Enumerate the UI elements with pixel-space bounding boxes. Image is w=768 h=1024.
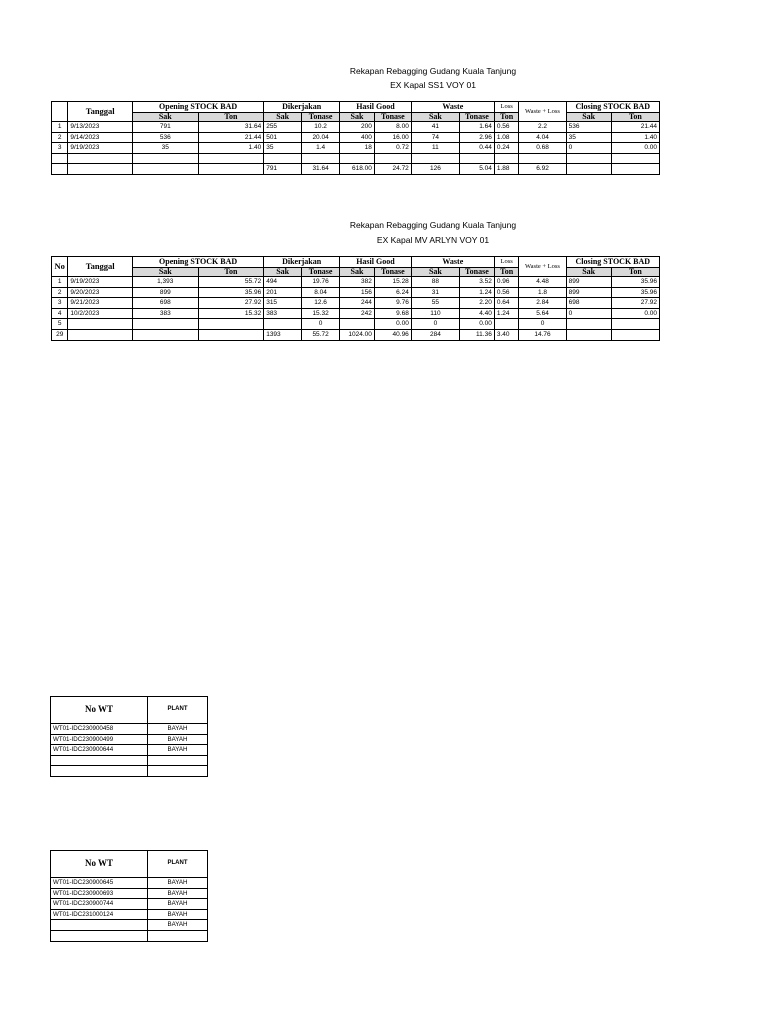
table-cell: 1.88 [494,164,519,175]
table-row [52,308,660,319]
table-cell: 35.96 [611,277,659,288]
table-cell: 18 [340,143,375,154]
table-cell: 400 [340,132,375,143]
table-cell: 20.04 [302,132,340,143]
table-cell: 2.84 [519,298,566,309]
plant-cell [148,930,208,941]
table-cell: 12.6 [302,298,340,309]
table-cell: 3 [52,143,68,154]
wt-header-row [51,697,208,724]
wt-header-row [51,851,208,878]
table-cell [132,330,198,341]
table-cell: 9/19/2023 [68,277,133,288]
table-cell: 4.48 [519,277,566,288]
table-cell [566,164,611,175]
table-cell: 1.40 [611,132,659,143]
wt-table-2 [50,850,208,942]
table-cell: 284 [411,330,459,341]
wt-number-cell: WT01-IDC230900645 [51,878,148,889]
sub-sak: Sak [264,112,302,122]
table-subheader-row [52,112,660,122]
table-cell: 0 [411,319,459,330]
sub-sak: Sak [340,112,375,122]
plant-cell: BAYAH [148,920,208,931]
table-cell: 899 [132,287,198,298]
plant-cell [148,755,208,766]
table-cell: 1 [52,122,68,133]
table-cell [494,319,519,330]
table-row [52,164,660,175]
table-cell: 21.44 [198,132,264,143]
table-cell: 4.04 [519,132,566,143]
col-loss: Loss [494,102,519,113]
table-cell: 11 [411,143,459,154]
table-cell: 10/2/2023 [68,308,133,319]
table-cell: 1.40 [198,143,264,154]
table-header-row [52,257,660,268]
table-cell: 2 [52,132,68,143]
table-cell: 55.72 [198,277,264,288]
plant-cell: BAYAH [148,745,208,756]
wt-row [51,930,208,941]
sub-ton: Ton [494,267,519,277]
table-cell: 4 [52,308,68,319]
table-cell: 0 [519,319,566,330]
wt-table-1 [50,696,208,777]
table-row [52,122,660,133]
table-cell: 9.68 [374,308,411,319]
col-no [52,102,68,122]
wt-row [51,878,208,889]
wt-row [51,734,208,745]
sub-sak: Sak [132,112,198,122]
table-cell: 74 [411,132,459,143]
table-cell: 8.00 [374,122,411,133]
sub-ton: Ton [198,112,264,122]
table-cell [340,153,375,164]
col-hasil-good: Hasil Good [340,257,412,268]
sub-sak: Sak [132,267,198,277]
col-plant: PLANT [148,697,208,724]
table-cell: 9.76 [374,298,411,309]
table-cell: 536 [566,122,611,133]
table-cell: 0 [302,319,340,330]
table-row [52,298,660,309]
table-cell: 8.04 [302,287,340,298]
table-cell: 1.4 [302,143,340,154]
wt-number-cell [51,920,148,931]
table-cell: 2 [52,287,68,298]
table-cell: 35 [132,143,198,154]
table-cell: 126 [411,164,459,175]
table-cell: 19.76 [302,277,340,288]
table-cell [519,153,566,164]
table-cell [411,153,459,164]
table-cell: 1024.00 [340,330,375,341]
table-cell [566,319,611,330]
table-cell: 1.64 [459,122,494,133]
table-cell: 0.96 [494,277,519,288]
table-cell: 2.2 [519,122,566,133]
table-cell: 0 [566,308,611,319]
table-cell: 35.96 [198,287,264,298]
table-cell: 315 [264,298,302,309]
col-waste: Waste [411,257,494,268]
table-cell: 0.56 [494,287,519,298]
col-no-wt: No WT [51,851,148,878]
col-closing-stock-bad: Closing STOCK BAD [566,102,659,113]
wt-number-cell [51,766,148,777]
table-cell: 1,393 [132,277,198,288]
wt-row [51,920,208,931]
table-row [52,287,660,298]
table-cell: 21.44 [611,122,659,133]
table-cell [132,153,198,164]
table-cell: 1.08 [494,132,519,143]
col-opening-stock-bad: Opening STOCK BAD [132,102,263,113]
table-cell [198,153,264,164]
table-cell: 1.24 [494,308,519,319]
table-cell: 383 [132,308,198,319]
sub-sak: Sak [340,267,375,277]
table-cell: 0.00 [459,319,494,330]
table-cell: 0.68 [519,143,566,154]
table-cell: 0.00 [611,308,659,319]
col-waste: Waste [411,102,494,113]
sub-ton: Ton [611,267,659,277]
table-cell: 15.32 [198,308,264,319]
plant-cell: BAYAH [148,909,208,920]
table-cell: 618.00 [340,164,375,175]
wt-number-cell: WT01-IDC230900499 [51,734,148,745]
table-cell: 40.96 [374,330,411,341]
table-cell: 9/13/2023 [68,122,133,133]
table-cell: 791 [132,122,198,133]
sub-tonase: Tonase [459,267,494,277]
table-cell: 255 [264,122,302,133]
col-hasil-good: Hasil Good [340,102,412,113]
table-cell: 27.92 [611,298,659,309]
table1-title: Rekapan Rebagging Gudang Kuala Tanjung [349,66,517,76]
sub-sak: Sak [566,112,611,122]
table-cell: 383 [264,308,302,319]
table-cell: 0.00 [611,143,659,154]
sub-ton: Ton [494,112,519,122]
plant-cell: BAYAH [148,878,208,889]
sub-sak: Sak [264,267,302,277]
table-cell: 35 [264,143,302,154]
table-cell [198,330,264,341]
col-closing-stock-bad: Closing STOCK BAD [566,257,659,268]
table-cell: 88 [411,277,459,288]
table-cell: 4.40 [459,308,494,319]
wt-number-cell [51,930,148,941]
table-cell: 1.24 [459,287,494,298]
table-cell: 2.96 [459,132,494,143]
rebagging-table-ss1 [51,101,660,175]
table-cell: 5 [52,319,68,330]
table-cell: 2.20 [459,298,494,309]
table2-title: Rekapan Rebagging Gudang Kuala Tanjung [349,220,517,230]
wt-row [51,755,208,766]
plant-cell: BAYAH [148,899,208,910]
table-cell [68,153,133,164]
table-cell [68,164,133,175]
table-cell [198,164,264,175]
table-row [52,277,660,288]
table-subheader-row [52,267,660,277]
table-cell: 0.44 [459,143,494,154]
table-cell [374,153,411,164]
wt-number-cell: WT01-IDC230900744 [51,899,148,910]
sub-tonase: Tonase [374,112,411,122]
sub-ton: Ton [198,267,264,277]
table-cell: 0.00 [374,319,411,330]
sub-ton: Ton [611,112,659,122]
table-cell: 15.28 [374,277,411,288]
table-cell [264,153,302,164]
col-opening-stock-bad: Opening STOCK BAD [132,257,263,268]
table-cell: 35.96 [611,287,659,298]
plant-cell: BAYAH [148,888,208,899]
wt-number-cell: WT01-IDC231000124 [51,909,148,920]
table-cell: 698 [132,298,198,309]
table-cell: 791 [264,164,302,175]
table-cell: 382 [340,277,375,288]
table-cell: 501 [264,132,302,143]
table-cell: 9/19/2023 [68,143,133,154]
table-cell: 9/21/2023 [68,298,133,309]
sub-tonase: Tonase [302,112,340,122]
wt-number-cell: WT01-IDC230900458 [51,724,148,735]
table-row [52,330,660,341]
col-waste-loss: Waste + Loss [519,257,566,277]
sub-sak: Sak [566,267,611,277]
table-cell: 242 [340,308,375,319]
sub-tonase: Tonase [374,267,411,277]
table-cell: 10.2 [302,122,340,133]
col-loss: Loss [494,257,519,268]
table-cell: 200 [340,122,375,133]
table-cell: 35 [566,132,611,143]
table-cell: 9/20/2023 [68,287,133,298]
table-cell: 244 [340,298,375,309]
table-row [52,132,660,143]
table-cell: 0.56 [494,122,519,133]
col-dikerjakan: Dikerjakan [264,257,340,268]
table-cell: 899 [566,277,611,288]
plant-cell: BAYAH [148,724,208,735]
plant-cell [148,766,208,777]
col-dikerjakan: Dikerjakan [264,102,340,113]
table-cell: 3.52 [459,277,494,288]
col-no-wt: No WT [51,697,148,724]
table-header-row [52,102,660,113]
wt-number-cell: WT01-IDC230900693 [51,888,148,899]
table-cell: 536 [132,132,198,143]
table-cell: 6.24 [374,287,411,298]
col-tanggal: Tanggal [68,257,133,277]
table-cell: 16.00 [374,132,411,143]
table-cell: 0.64 [494,298,519,309]
col-plant: PLANT [148,851,208,878]
table-cell: 9/14/2023 [68,132,133,143]
table-cell: 55.72 [302,330,340,341]
sub-tonase: Tonase [459,112,494,122]
table-cell: 494 [264,277,302,288]
wt-number-cell: WT01-IDC230900644 [51,745,148,756]
table-cell [566,153,611,164]
table-cell [52,164,68,175]
table-cell [302,153,340,164]
table-cell [52,153,68,164]
table-cell [611,153,659,164]
table-cell [132,319,198,330]
table-cell [340,319,375,330]
wt-row [51,724,208,735]
table-cell [611,164,659,175]
table-cell [264,319,302,330]
table-cell: 899 [566,287,611,298]
table-cell: 3.40 [494,330,519,341]
table-cell: 0 [566,143,611,154]
table-cell [566,330,611,341]
table-cell: 29 [52,330,68,341]
table-cell: 1393 [264,330,302,341]
sub-sak: Sak [411,267,459,277]
wt-row [51,909,208,920]
table-cell: 0.72 [374,143,411,154]
plant-cell: BAYAH [148,734,208,745]
table-cell: 31.64 [302,164,340,175]
table-cell: 41 [411,122,459,133]
sub-tonase: Tonase [302,267,340,277]
table-cell: 31 [411,287,459,298]
wt-row [51,899,208,910]
col-tanggal: Tanggal [68,102,133,122]
table-cell [611,330,659,341]
wt-row [51,888,208,899]
table-cell: 201 [264,287,302,298]
table-cell [198,319,264,330]
wt-number-cell [51,755,148,766]
table-cell [68,319,133,330]
table-cell: 698 [566,298,611,309]
table-cell: 15.32 [302,308,340,319]
col-waste-loss: Waste + Loss [519,102,566,122]
rebagging-table-mv-arlyn [51,256,660,341]
table-cell: 110 [411,308,459,319]
table-cell [494,153,519,164]
col-no: No [52,257,68,277]
table-cell: 11.36 [459,330,494,341]
table-cell: 5.04 [459,164,494,175]
wt-row [51,745,208,756]
table-cell: 27.92 [198,298,264,309]
table-cell: 1.8 [519,287,566,298]
table-cell [459,153,494,164]
wt-row [51,766,208,777]
table1-subtitle: EX Kapal SS1 VOY 01 [390,80,476,90]
table-cell: 1 [52,277,68,288]
sub-sak: Sak [411,112,459,122]
table-cell: 6.92 [519,164,566,175]
table-cell: 0.24 [494,143,519,154]
table-cell [68,330,133,341]
table-cell: 24.72 [374,164,411,175]
table-cell: 55 [411,298,459,309]
table-cell: 3 [52,298,68,309]
table-cell: 5.64 [519,308,566,319]
table-row [52,143,660,154]
table-cell: 14.76 [519,330,566,341]
table-row [52,319,660,330]
table-row [52,153,660,164]
table-cell [611,319,659,330]
table2-subtitle: EX Kapal MV ARLYN VOY 01 [376,235,490,245]
table-cell [132,164,198,175]
table-cell: 156 [340,287,375,298]
table-cell: 31.64 [198,122,264,133]
